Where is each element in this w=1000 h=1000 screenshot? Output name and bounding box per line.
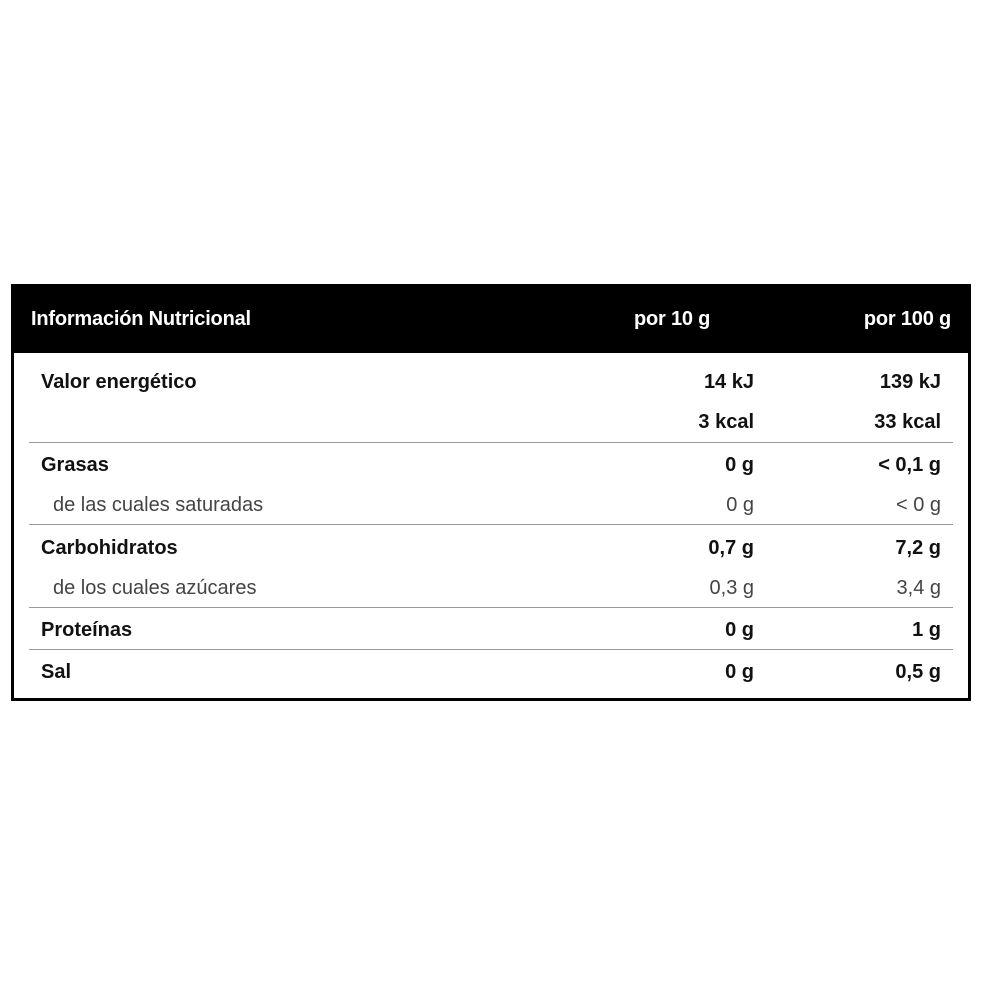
- table-header: [14, 287, 968, 353]
- value-per-10g: 0 g: [725, 619, 754, 641]
- row-label: de las cuales saturadas: [53, 494, 264, 516]
- nutrition-table: [11, 284, 971, 701]
- value-per-100g: 7,2 g: [895, 537, 941, 559]
- value-per-10g: 0 g: [725, 454, 754, 476]
- value-per-10g: 0 g: [726, 494, 754, 516]
- row-label: de los cuales azúcares: [53, 577, 257, 599]
- row-divider: [29, 524, 953, 525]
- value-per-100g: < 0 g: [895, 494, 941, 516]
- value-per-100g: 33 kcal: [874, 411, 941, 433]
- row-label: Valor energético: [41, 371, 197, 393]
- row-divider: [29, 442, 953, 443]
- value-per-100g: 0,5 g: [895, 661, 941, 683]
- row-label: Sal: [41, 661, 72, 683]
- value-per-100g: 139 kJ: [879, 371, 941, 393]
- row-divider: [29, 607, 953, 608]
- value-per-10g: 14 kJ: [703, 371, 754, 393]
- column-header-per-100g: por 100 g: [863, 308, 951, 330]
- row-label: Carbohidratos: [41, 537, 178, 559]
- value-per-100g: 3,4 g: [896, 577, 941, 599]
- row-divider: [29, 649, 953, 650]
- column-header-per-10g: por 10 g: [634, 308, 711, 330]
- row-label: Grasas: [41, 454, 109, 476]
- value-per-10g: 3 kcal: [698, 411, 754, 433]
- value-per-10g: 0 g: [725, 661, 754, 683]
- value-per-10g: 0,7 g: [708, 537, 754, 559]
- row-label: Proteínas: [41, 619, 133, 641]
- table-title: Información Nutricional: [31, 308, 251, 330]
- value-per-10g: 0,3 g: [709, 577, 754, 599]
- value-per-100g: < 0,1 g: [878, 454, 941, 476]
- value-per-100g: 1 g: [912, 619, 941, 641]
